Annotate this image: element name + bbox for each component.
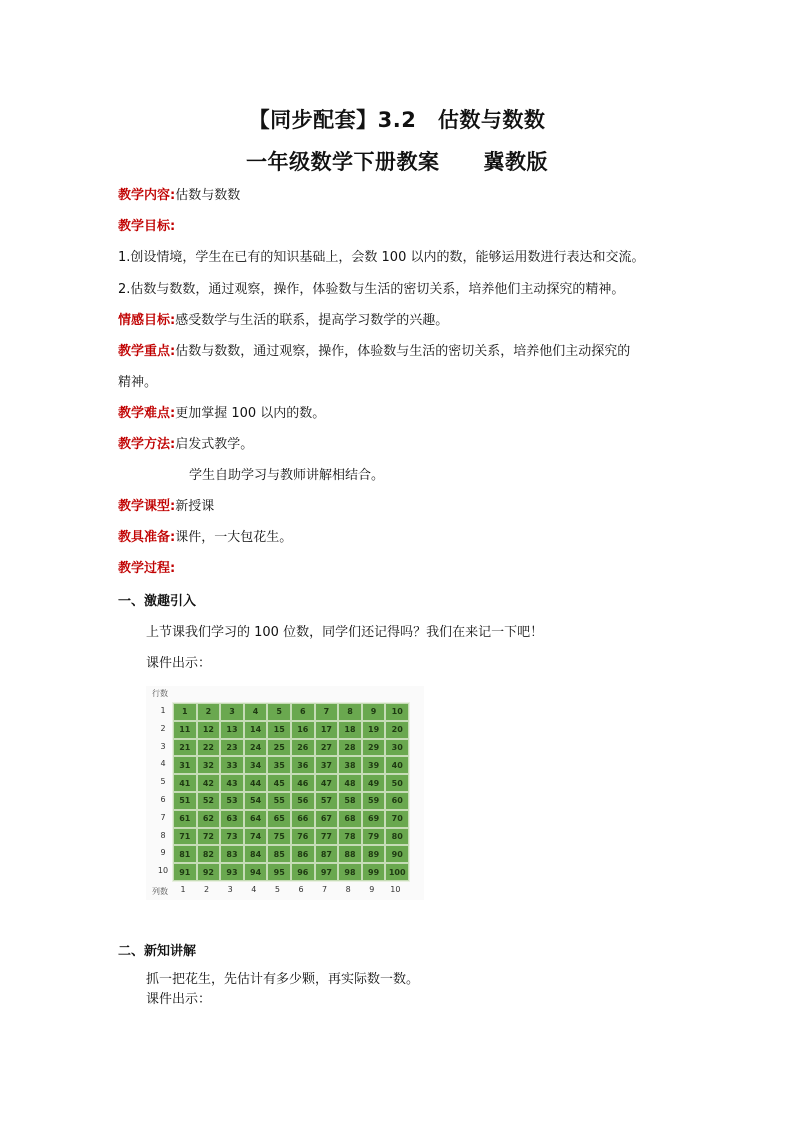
grid-cell: 2 [197,703,221,721]
grid-cell: 32 [197,756,221,774]
method-text-2: 学生自助学习与教师讲解相结合。 [189,468,385,483]
grid-cell: 21 [173,739,197,757]
grid-cell: 47 [315,774,339,792]
grid-cell: 56 [291,792,315,810]
grid-cell: 15 [267,721,291,739]
grid-cell: 44 [244,774,268,792]
col-label: 6 [298,885,304,894]
key-line [118,343,630,361]
grid-cell: 34 [244,756,268,774]
key-line-cont: 精神。 [118,375,158,390]
grid-cell: 67 [315,810,339,828]
grid-cell: 63 [220,810,244,828]
grid-cell: 79 [362,828,386,846]
grid-cell: 6 [291,703,315,721]
col-label: 1 [180,885,186,894]
grid-cell: 55 [267,792,291,810]
row-label: 8 [160,830,166,840]
content-line [118,187,240,205]
grid-cell: 20 [385,721,409,739]
grid-cell: 11 [173,721,197,739]
grid-cell: 54 [244,792,268,810]
lesson-type-text: 新授课 [175,499,215,514]
process-label: 教学过程: [118,561,176,576]
col-label: 7 [322,885,328,894]
grid-cell: 83 [220,845,244,863]
grid-cell: 77 [315,828,339,846]
grid-cell: 60 [385,792,409,810]
goal-item-2: 2.估数与数数，通过观察，操作，体验数与生活的密切关系，培养他们主动探究的精神。 [118,282,625,297]
grid-cell: 36 [291,756,315,774]
grid-cell: 68 [338,810,362,828]
row-label: 6 [160,795,166,804]
hundred-chart [146,686,424,900]
grid-cell: 5 [267,703,291,721]
section2-para: 抓一把花生，先估计有多少颗，再实际数一数。 [146,972,420,987]
grid-cell: 100 [385,863,409,881]
grid-cell: 71 [173,828,197,846]
grid-cell: 45 [267,774,291,792]
grid-cell: 82 [197,845,221,863]
grid-cell: 12 [197,721,221,739]
section1-show: 课件出示： [146,656,212,671]
grid-cell: 98 [338,863,362,881]
lesson-type-line [118,498,214,516]
grid-cell: 28 [338,739,362,757]
grid-cell: 61 [173,810,197,828]
section1-heading: 一、激趣引入 [118,594,197,609]
grid-cell: 33 [220,756,244,774]
grid-cell: 46 [291,774,315,792]
grid-cell: 86 [291,845,315,863]
grid-cell: 96 [291,863,315,881]
grid-cell: 13 [220,721,244,739]
grid-cell: 8 [338,703,362,721]
subtitle-grade: 一年级数学下册教案 [246,150,440,174]
goals-label: 教学目标: [118,219,176,234]
number-grid [172,702,410,882]
grid-cell: 65 [267,810,291,828]
grid-cell: 48 [338,774,362,792]
grid-cell: 50 [385,774,409,792]
grid-cell: 39 [362,756,386,774]
section2-heading: 二、新知讲解 [118,944,197,959]
section2-show: 课件出示： [146,992,212,1007]
grid-cell: 37 [315,756,339,774]
grid-cell: 52 [197,792,221,810]
grid-cell: 38 [338,756,362,774]
grid-cell: 91 [173,863,197,881]
col-label: 10 [390,885,401,894]
row-label: 7 [160,812,166,822]
row-label: 1 [160,706,166,715]
grid-cell: 75 [267,828,291,846]
grid-cell: 88 [338,845,362,863]
row-label: 2 [160,723,166,733]
grid-cell: 31 [173,756,197,774]
emotion-label: 情感目标: [118,313,176,328]
difficulty-text: 更加掌握 100 以内的数。 [175,406,326,421]
goal-item-1: 1.创设情境，学生在已有的知识基础上，会数 100 以内的数，能够运用数进行表达和交流。 [118,250,645,265]
col-label: 8 [345,885,351,894]
grid-cell: 69 [362,810,386,828]
doc-title: 【同步配套】3.2 估数与数数 [248,108,546,132]
grid-cell: 14 [244,721,268,739]
row-header: 行数 [152,689,168,698]
row-label: 3 [160,741,166,751]
grid-cell: 16 [291,721,315,739]
grid-cell: 30 [385,739,409,757]
grid-cell: 99 [362,863,386,881]
subtitle-edition: 冀教版 [483,150,548,174]
tools-label: 教具准备: [118,530,176,545]
grid-cell: 35 [267,756,291,774]
grid-cell: 80 [385,828,409,846]
difficulty-label: 教学难点: [118,406,176,421]
row-label: 9 [160,848,166,858]
row-label: 10 [157,866,169,876]
grid-cell: 18 [338,721,362,739]
grid-cell: 17 [315,721,339,739]
method-line [118,436,253,454]
grid-cell: 81 [173,845,197,863]
grid-cell: 26 [291,739,315,757]
grid-cell: 70 [385,810,409,828]
grid-cell: 49 [362,774,386,792]
row-label: 5 [160,777,166,787]
grid-cell: 7 [315,703,339,721]
grid-cell: 90 [385,845,409,863]
grid-cell: 93 [220,863,244,881]
grid-cell: 89 [362,845,386,863]
grid-cell: 10 [385,703,409,721]
grid-cell: 73 [220,828,244,846]
grid-cell: 62 [197,810,221,828]
row-label: 4 [160,759,166,769]
method-text-1: 启发式教学。 [175,437,254,452]
grid-cell: 94 [244,863,268,881]
col-label: 4 [251,885,257,894]
grid-cell: 40 [385,756,409,774]
col-label: 9 [369,885,375,894]
grid-cell: 59 [362,792,386,810]
lesson-type-label: 教学课型: [118,499,176,514]
grid-cell: 23 [220,739,244,757]
grid-cell: 43 [220,774,244,792]
grid-cell: 1 [173,703,197,721]
grid-cell: 51 [173,792,197,810]
grid-cell: 22 [197,739,221,757]
col-header: 列数 [152,887,168,896]
grid-cell: 3 [220,703,244,721]
grid-cell: 64 [244,810,268,828]
col-label: 3 [227,885,233,894]
grid-cell: 42 [197,774,221,792]
tools-line [118,529,292,547]
content-text: 估数与数数 [175,188,241,203]
grid-cell: 72 [197,828,221,846]
grid-cell: 41 [173,774,197,792]
grid-cell: 95 [267,863,291,881]
grid-cell: 74 [244,828,268,846]
grid-cell: 4 [244,703,268,721]
difficulty-line [118,405,325,423]
grid-cell: 24 [244,739,268,757]
grid-cell: 9 [362,703,386,721]
grid-cell: 29 [362,739,386,757]
grid-cell: 87 [315,845,339,863]
doc-subtitle [0,146,794,176]
grid-cell: 58 [338,792,362,810]
grid-cell: 25 [267,739,291,757]
grid-cell: 19 [362,721,386,739]
key-label: 教学重点: [118,344,176,359]
emotion-line [118,312,448,330]
grid-cell: 84 [244,845,268,863]
section1-para: 上节课我们学习的 100 位数，同学们还记得吗？我们在来记一下吧！ [146,625,544,640]
grid-cell: 97 [315,863,339,881]
emotion-text: 感受数学与生活的联系，提高学习数学的兴趣。 [175,313,449,328]
key-text: 估数与数数，通过观察，操作，体验数与生活的密切关系，培养他们主动探究的 [175,344,631,359]
col-label: 5 [274,885,280,894]
grid-cell: 27 [315,739,339,757]
col-label: 2 [204,885,210,894]
grid-cell: 76 [291,828,315,846]
grid-cell: 85 [267,845,291,863]
content-label: 教学内容: [118,188,176,203]
grid-cell: 66 [291,810,315,828]
grid-cell: 92 [197,863,221,881]
tools-text: 课件，一大包花生。 [175,530,293,545]
grid-cell: 78 [338,828,362,846]
method-label: 教学方法: [118,437,176,452]
grid-cell: 53 [220,792,244,810]
grid-cell: 57 [315,792,339,810]
